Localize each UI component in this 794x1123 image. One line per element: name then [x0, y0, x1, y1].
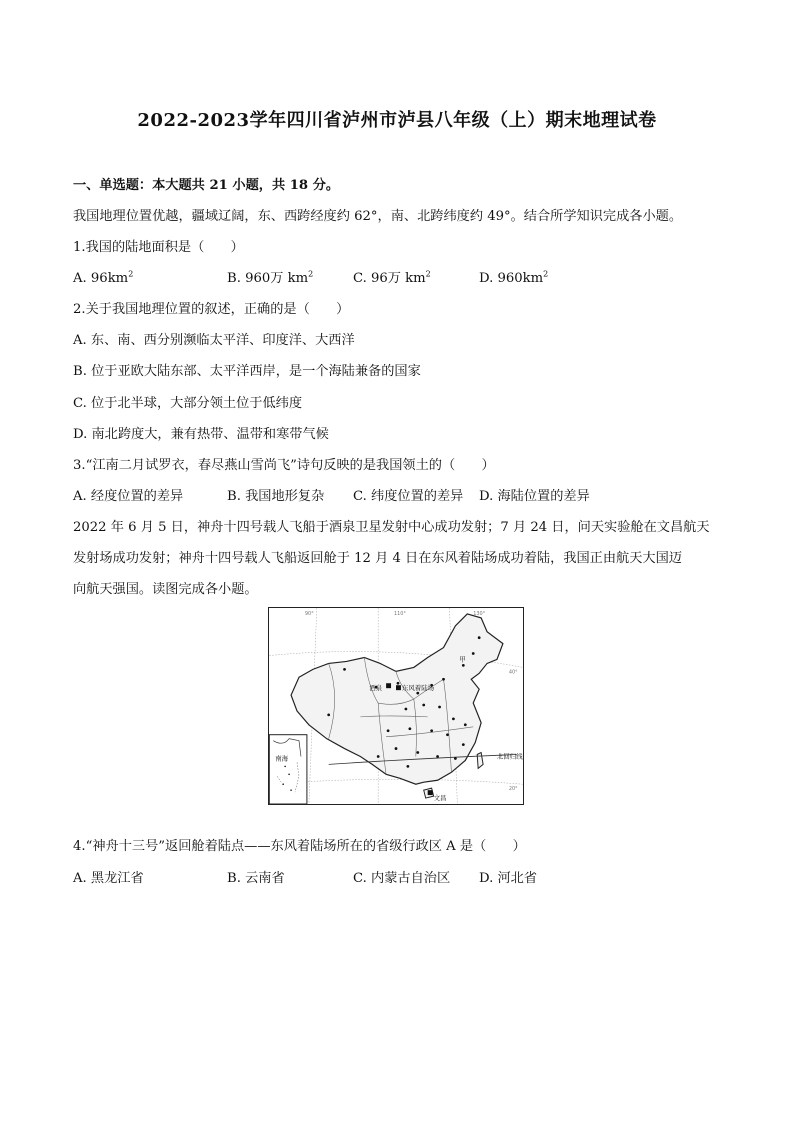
- question-4-stem: 4.“神舟十三号”返回舱着陆点——东风着陆场所在的省级行政区 A 是（ ）: [73, 839, 526, 854]
- label-lon-130: 130°: [473, 610, 486, 617]
- label-dongfeng: 东风着陆场: [401, 684, 435, 693]
- question-2-stem: 2.关于我国地理位置的叙述，正确的是（ ）: [73, 302, 350, 317]
- question-1-stem: 1.我国的陆地面积是（ ）: [73, 240, 244, 255]
- dongfeng-marker: [396, 685, 401, 690]
- question-1-option-c: C. 96万 $km^2$: [353, 269, 431, 286]
- jiuquan-marker: [386, 683, 391, 688]
- question-1-option-a: A. $96km^2$: [73, 269, 134, 286]
- label-lon-110: 110°: [394, 610, 406, 617]
- section-heading: 一、单选题：本大题共 21 小题，共 18 分。: [73, 178, 340, 193]
- page-title: 2022-2023学年四川省泸州市泸县八年级（上）期末地理试卷: [137, 110, 657, 131]
- label-lon-90: 90°: [304, 610, 314, 617]
- question-3-stem: 3.“江南二月试罗衣，春尽燕山雪尚飞”诗句反映的是我国领土的（ ）: [73, 458, 495, 473]
- question-3-option-d: D. 海陆位置的差异: [479, 489, 590, 504]
- china-map-figure: [268, 607, 524, 805]
- passage-2-line-2: 发射场成功发射；神舟十四号载人飞船返回舱于 12 月 4 日在东风着陆场成功着陆，我国正由航天大国迈: [73, 551, 682, 566]
- wenchang-marker: [428, 790, 433, 795]
- china-outline: [291, 614, 503, 784]
- question-4-option-a: A. 黑龙江省: [73, 871, 144, 886]
- question-2-option-a: A. 东、南、西分别濒临太平洋、印度洋、大西洋: [73, 333, 355, 348]
- label-wenchang: 文昌: [433, 794, 447, 803]
- question-2-option-b: B. 位于亚欧大陆东部、太平洋西岸，是一个海陆兼备的国家: [73, 364, 421, 379]
- question-1-option-b: B. 960万 $km^2$: [227, 269, 314, 286]
- taiwan-island: [477, 753, 483, 769]
- question-2-option-d: D. 南北跨度大，兼有热带、温带和寒带气候: [73, 427, 329, 442]
- question-1-option-d: D. $960km^2$: [479, 269, 549, 286]
- question-3-option-b: B. 我国地形复杂: [227, 489, 325, 504]
- label-tropic: 北回归线: [496, 752, 523, 761]
- question-4-option-b: B. 云南省: [227, 871, 285, 886]
- label-lat-40: 40°: [508, 669, 518, 676]
- question-2-option-c: C. 位于北半球，大部分领土位于低纬度: [73, 396, 303, 411]
- passage-2-line-3: 向航天强国。读图完成各小题。: [73, 582, 258, 597]
- label-lat-20: 20°: [508, 786, 518, 793]
- passage-1: 我国地理位置优越，疆域辽阔，东、西跨经度约 62°，南、北跨纬度约 49°。结合所学知识完成各小题。: [73, 209, 683, 224]
- question-3-option-a: A. 经度位置的差异: [73, 489, 184, 504]
- question-3-option-c: C. 纬度位置的差异: [353, 489, 464, 504]
- label-jia: 甲: [459, 655, 466, 664]
- question-4-option-c: C. 内蒙古自治区: [353, 871, 451, 886]
- label-jiuquan: 酒泉: [369, 684, 383, 693]
- china-map-svg: [269, 608, 523, 804]
- passage-2-line-1: 2022 年 6 月 5 日，神舟十四号载人飞船于酒泉卫星发射中心成功发射；7 月 24 日，问天实验舱在文昌航天: [73, 520, 710, 535]
- question-4-option-d: D. 河北省: [479, 871, 538, 886]
- label-nanhai: 南海: [275, 754, 289, 763]
- south-china-sea-inset: [269, 735, 307, 804]
